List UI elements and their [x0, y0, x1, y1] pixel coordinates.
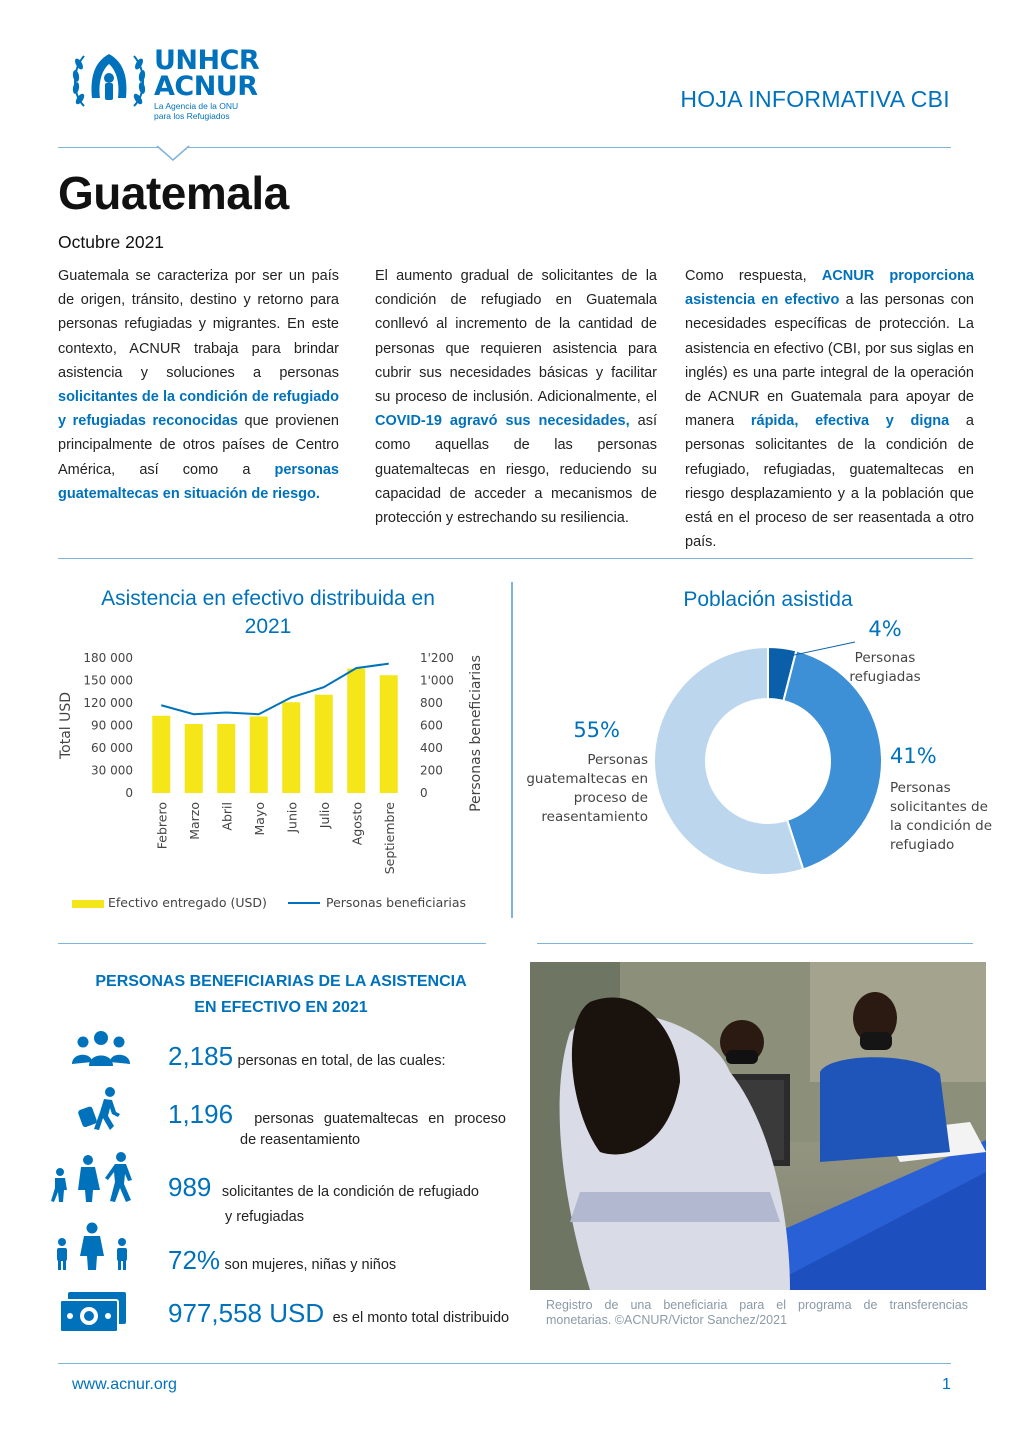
family-walking-icon: [48, 1150, 140, 1204]
unhcr-emblem-icon: [70, 48, 148, 114]
stat-women-number: 72%: [168, 1245, 221, 1275]
beneficiaries-title-line2: EN EFECTIVO EN 2021: [194, 999, 368, 1016]
bar: [152, 716, 170, 793]
slice-label-line: Personas: [890, 780, 951, 796]
header-divider: [58, 147, 951, 148]
slice-label-line: guatemaltecas en: [526, 771, 648, 787]
col1-segment-0: Guatemala se caracteriza por ser un país de origen, tránsito, destino y retorno para personas refugiadas y migrantes. En este contexto, ACNUR trabaja para brindar asistencia y soluciones a personas: [58, 268, 339, 381]
donut-chart-title: Población asistida: [683, 588, 853, 611]
intro-column-2: [375, 264, 657, 530]
photo-scene: [530, 962, 986, 1290]
x-tick-label: Junio: [284, 802, 300, 833]
stat-resettlement-number: 1,196: [168, 1099, 234, 1129]
photo: [530, 962, 986, 1290]
stat-resettlement-text-2: de reasentamiento: [240, 1132, 361, 1148]
col2-segment-2: así como aquellas de las personas guatemaltecas en riesgo, reduciendo su capacidad de acceder a mecanismos de protección y estrechando su resiliencia.: [375, 413, 658, 527]
col2-segment-1: COVID-19 agravó sus necesidades,: [375, 413, 630, 430]
y2-tick-label: 400: [420, 741, 443, 755]
slice-label: [849, 650, 920, 685]
y2-tick-label: 200: [420, 763, 443, 778]
stat-resettlement-text: personas guatemaltecas en proceso: [254, 1111, 506, 1127]
legend-swatch-bar: [72, 900, 104, 908]
footer-url[interactable]: www.acnur.org: [72, 1376, 177, 1393]
stat-total-number: 2,185: [168, 1041, 234, 1071]
col3-segment-0: Como respuesta,: [685, 268, 822, 284]
stat-amount-text: es el monto total distribuido: [332, 1310, 510, 1326]
col2-segment-0: El aumento gradual de solicitantes de la condición de refugiado en Guatemala conllevó al incremento de la cantidad de personas que requieren asistencia para cubrir sus necesidades básicas y facilitar su proceso de inclusión. Adicionalmente, el: [375, 268, 657, 406]
beneficiaries-title: [58, 969, 504, 1021]
y-tick-label: 150 000: [83, 673, 133, 688]
bar: [380, 675, 398, 793]
slice-label-line: refugiadas: [849, 669, 921, 685]
y2-axis-label: Personas beneficiarias: [468, 655, 484, 812]
x-tick-label: Marzo: [186, 802, 202, 840]
stat-amount: [168, 1298, 509, 1329]
slice-label-line: Personas: [854, 650, 916, 666]
x-tick-label: Mayo: [251, 802, 267, 836]
slice-label-line: proceso de: [573, 790, 648, 806]
slice-label-line: la condición de: [890, 818, 993, 834]
bar: [315, 695, 333, 793]
stat-women-text: son mujeres, niñas y niños: [224, 1257, 397, 1273]
bar: [217, 724, 235, 793]
x-tick-label: Julio: [316, 802, 332, 829]
intro-column-1: [58, 264, 339, 506]
page-number: 1: [942, 1376, 951, 1393]
family-icon: [52, 1222, 132, 1272]
slice-label-line: reasentamiento: [541, 809, 648, 825]
y-axis-label: Total USD: [58, 691, 74, 760]
donut-chart: [515, 620, 1015, 920]
right-bottom-divider: [537, 943, 973, 944]
logo-tagline-1: La Agencia de la ONU: [154, 101, 239, 111]
cash-icon: [58, 1290, 128, 1334]
y-tick-label: 180 000: [83, 651, 133, 665]
stat-amount-number: 977,558 USD: [168, 1298, 325, 1328]
y-tick-label: 30 000: [91, 763, 133, 778]
col3-segment-3: rápida, efectiva y digna: [750, 413, 950, 430]
x-tick-label: Agosto: [349, 802, 365, 846]
col1-segment-3: personas guatemaltecas en situación de riesgo.: [58, 461, 339, 502]
stat-women-children: [168, 1245, 396, 1276]
bar: [282, 702, 300, 793]
slice-percent: 55%: [573, 718, 620, 742]
traveler-icon: [76, 1086, 124, 1134]
y-tick-label: 60 000: [91, 741, 133, 755]
stat-refugees: [168, 1172, 508, 1225]
col3-segment-1: ACNUR proporciona asistencia en efectivo: [685, 268, 974, 309]
x-tick-label: Septiembre: [381, 802, 397, 875]
charts-vertical-divider: [511, 582, 513, 918]
bar-chart-title: Asistencia en efectivo distribuida en 2021: [101, 587, 435, 638]
bar: [250, 717, 268, 794]
y2-tick-label: 1'200: [420, 651, 454, 665]
logo-tagline-2: para los Refugiados: [154, 111, 230, 121]
y2-tick-label: 0: [420, 786, 428, 800]
group-icon: [70, 1030, 132, 1068]
logo: [70, 46, 270, 126]
stat-refugees-text-2: y refugiadas: [225, 1209, 304, 1225]
logo-unhcr: UNHCR: [154, 45, 260, 76]
y-tick-label: 120 000: [83, 696, 133, 710]
stat-total: [168, 1041, 446, 1072]
doc-type: HOJA INFORMATIVA CBI: [680, 86, 950, 112]
col1-segment-1: solicitantes de la condición de refugiado y refugiadas reconocidas: [58, 389, 339, 430]
intro-column-3: [685, 264, 974, 554]
y-tick-label: 0: [125, 786, 133, 800]
slice-percent: 4%: [868, 620, 902, 641]
page-title: Guatemala: [58, 167, 289, 219]
slice-label-line: Personas: [587, 752, 648, 768]
slice-label-line: refugiado: [890, 837, 955, 853]
bar: [347, 669, 365, 794]
stat-total-text: personas en total, de las cuales:: [237, 1053, 446, 1069]
y-tick-label: 90 000: [91, 718, 133, 733]
slice-label: [526, 752, 648, 825]
bar-chart: [50, 640, 500, 930]
photo-caption: Registro de una beneficiaria para el programa de transferencias monetarias. ©ACNUR/Victor Sanchez/2021: [546, 1298, 968, 1327]
y2-tick-label: 800: [420, 696, 443, 710]
slice-percent: 41%: [890, 744, 937, 768]
legend-label-line: Personas beneficiarias: [326, 895, 467, 910]
y2-tick-label: 600: [420, 718, 443, 733]
stat-refugees-number: 989: [168, 1172, 212, 1202]
left-bottom-divider: [58, 943, 486, 944]
slice-label: [890, 780, 992, 853]
logo-acnur: ACNUR: [154, 71, 258, 102]
slice-label-line: solicitantes de: [890, 799, 988, 815]
x-tick-label: Febrero: [154, 802, 170, 850]
intro-divider: [58, 558, 973, 559]
y2-tick-label: 1'000: [420, 673, 454, 688]
col1-segment-2: que provienen principalmente de otros países de Centro América, así como a: [58, 413, 339, 478]
page-date: Octubre 2021: [58, 232, 165, 252]
x-tick-label: Abril: [219, 802, 235, 831]
footer-divider: [58, 1363, 951, 1364]
bar: [185, 724, 203, 793]
legend-label-bar: Efectivo entregado (USD): [108, 895, 267, 910]
stat-resettlement: [168, 1099, 506, 1148]
col3-segment-2: a las personas con necesidades específicas de protección. La asistencia en efectivo (CBI, por sus siglas en inglés) es una parte integral de la operación de ACNUR en Guatemala para apoyar de manera: [685, 292, 974, 430]
beneficiaries-title-line1: PERSONAS BENEFICIARIAS DE LA ASISTENCIA: [95, 973, 467, 990]
chevron-down-icon: [156, 144, 190, 162]
col3-segment-4: a personas solicitantes de la condición de refugiado, refugiadas, guatemaltecas en riesgo desplazamiento y a la población que está en el proceso de ser reasentada a otro país.: [685, 413, 974, 551]
stat-refugees-text: solicitantes de la condición de refugiado: [221, 1184, 479, 1200]
